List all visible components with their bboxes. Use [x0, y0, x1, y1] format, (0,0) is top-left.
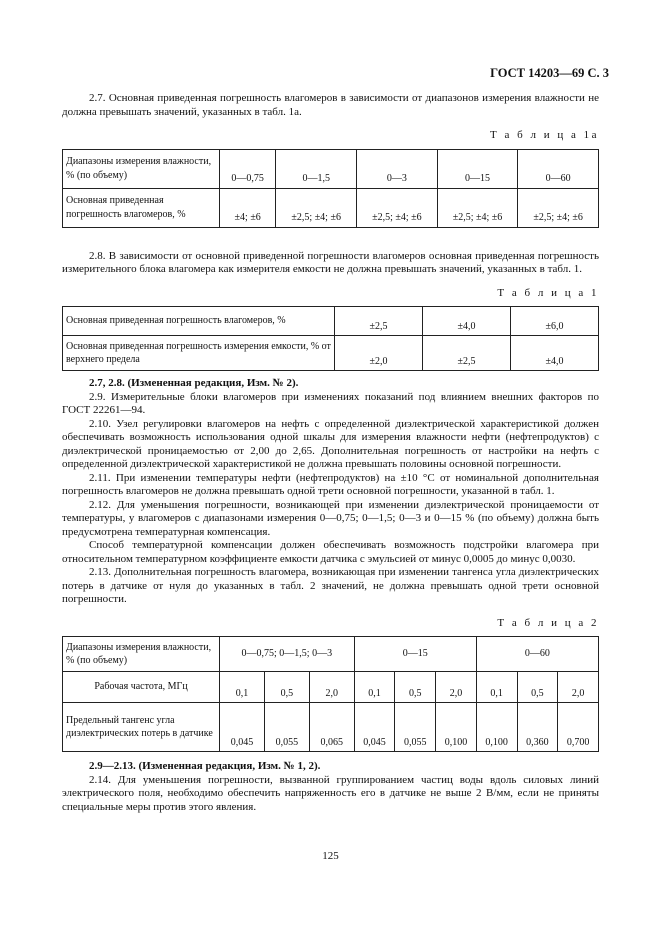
- table-cell: 0,055: [264, 703, 309, 752]
- table-cell: 0—15: [354, 637, 476, 672]
- paragraph-2-8: 2.8. В зависимости от основной приведенной погрешности влагомеров основная приведенная погрешность измерительного блока влагомера как измерителя емкости не должна превышать значений, указанных в табл. 1.: [62, 249, 599, 275]
- table-cell: 0,1: [220, 672, 265, 703]
- table-cell: 0—0,75: [220, 149, 276, 188]
- table-1a: [62, 149, 599, 228]
- table-cell: 0,5: [264, 672, 309, 703]
- table-cell: 0,100: [476, 703, 517, 752]
- revision-text: 2.9—2.13. (Измененная редакция, Изм. № 1, 2).: [89, 760, 321, 772]
- table-1a-caption: Т а б л и ц а 1а: [490, 129, 599, 141]
- paragraph-2-7: 2.7. Основная приведенная погрешность влагомеров в зависимости от диапазонов измерения влажности не должна превышать значений, указанных в табл. 1а.: [62, 92, 599, 118]
- table-cell: 0,360: [517, 703, 558, 752]
- table-cell: 0—60: [476, 637, 598, 672]
- table-cell: Диапазоны измерения влажности, % (по объему): [63, 149, 220, 188]
- paragraph-2-11: 2.11. При изменении температуры нефти (нефтепродуктов) на ±10 °С от номинальной дополнительная погрешность влагомеров не должна превышать одной трети основной погрешности, указанной в табл. 1.: [62, 471, 599, 497]
- table-cell: ±4,0: [511, 336, 599, 371]
- table-cell: ±2,5; ±4; ±6: [518, 188, 599, 227]
- table-cell: 0,1: [354, 672, 395, 703]
- table-cell: 0,1: [476, 672, 517, 703]
- page-number: 125: [322, 850, 339, 862]
- revision-note-1: [62, 377, 599, 391]
- table-cell: ±2,5; ±4; ±6: [437, 188, 518, 227]
- table-cell: 0—1,5: [276, 149, 357, 188]
- table-cell: ±6,0: [511, 307, 599, 336]
- revision-note-2: [62, 760, 599, 774]
- paragraph-2-13: 2.13. Дополнительная погрешность влагомера, возникающая при изменении тангенса угла диэлектрических потерь в датчике от нуля до указанных в табл. 2 значений, не должна превышать одной трети основной погрешности.: [62, 566, 599, 605]
- table-cell: Предельный тангенс угла диэлектрических потерь в датчике: [63, 703, 220, 752]
- table-cell: 0,5: [517, 672, 558, 703]
- table-cell: Основная приведенная погрешность влагомеров, %: [63, 188, 220, 227]
- table-cell: Основная приведенная погрешность влагомеров, %: [63, 307, 335, 336]
- table-cell: 0,045: [220, 703, 265, 752]
- table-cell: 0—60: [518, 149, 599, 188]
- table-cell: 0,5: [395, 672, 436, 703]
- table-cell: 2,0: [558, 672, 599, 703]
- table-cell: ±4; ±6: [220, 188, 276, 227]
- table-cell: ±4,0: [423, 307, 511, 336]
- table-cell: 0,700: [558, 703, 599, 752]
- table-cell: ±2,5: [423, 336, 511, 371]
- revision-text: 2.7, 2.8. (Измененная редакция, Изм. № 2).: [89, 377, 299, 389]
- table-cell: 0—15: [437, 149, 518, 188]
- table-cell: ±2,0: [335, 336, 423, 371]
- table-2: [62, 636, 599, 752]
- table-cell: 0,100: [436, 703, 477, 752]
- table-cell: 0,045: [354, 703, 395, 752]
- paragraph-2-14: 2.14. Для уменьшения погрешности, вызванной группированием частиц воды вдоль силовых линий электрического поля, необходимо обеспечить напряженность его в датчике не выше 2 В/мм, если не приняты специальные меры против этого явления.: [62, 773, 599, 813]
- document-body: [62, 92, 599, 814]
- table-cell: Диапазоны измерения влажности, % (по объему): [63, 637, 220, 672]
- page-header: ГОСТ 14203—69 С. 3: [490, 66, 609, 80]
- paragraph-2-9: 2.9. Измерительные блоки влагомеров при изменениях показаний под влиянием внешних факторов по ГОСТ 22261—94.: [62, 390, 599, 416]
- table-cell: Рабочая частота, МГц: [63, 672, 220, 703]
- paragraph-2-12-b: Способ температурной компенсации должен обеспечивать возможность подстройки влагомера при относительном температурном коэффициенте емкости датчика с эмульсией от минус 0,0005 до минус 0,0030.: [62, 539, 599, 565]
- table-cell: Основная приведенная погрешность измерения емкости, % от верхнего предела: [63, 336, 335, 371]
- table-1-caption: Т а б л и ц а 1: [497, 286, 599, 299]
- table-cell: 2,0: [436, 672, 477, 703]
- table-cell: ±2,5; ±4; ±6: [357, 188, 438, 227]
- table-cell: ±2,5; ±4; ±6: [276, 188, 357, 227]
- table-cell: 0,065: [309, 703, 354, 752]
- table-cell: 0—0,75; 0—1,5; 0—3: [220, 637, 355, 672]
- table-1: [62, 306, 599, 371]
- table-2-caption: Т а б л и ц а 2: [497, 616, 599, 629]
- table-cell: 2,0: [309, 672, 354, 703]
- table-cell: 0,055: [395, 703, 436, 752]
- table-cell: 0—3: [357, 149, 438, 188]
- table-cell: ±2,5: [335, 307, 423, 336]
- paragraph-2-12: 2.12. Для уменьшения погрешности, возникающей при изменении диэлектрической проницаемости от температуры, у влагомеров с диапазонами измерения 0—0,75; 0—1,5; 0—3 и 0—15 % (по объему) должна быть предусмотрена температурная компенсация.: [62, 498, 599, 538]
- paragraph-2-10: 2.10. Узел регулировки влагомеров на нефть с определенной диэлектрической характеристикой должен обеспечивать возможность использования одной шкалы для измерения влажности нефти (нефтепродуктов) с диэлектрической проницаемостью от 2,00 до 2,65. Дополнительная погрешность от настройки на нефть с определенной диэлектрической характеристикой не должна превышать половины основной погрешности.: [62, 417, 599, 470]
